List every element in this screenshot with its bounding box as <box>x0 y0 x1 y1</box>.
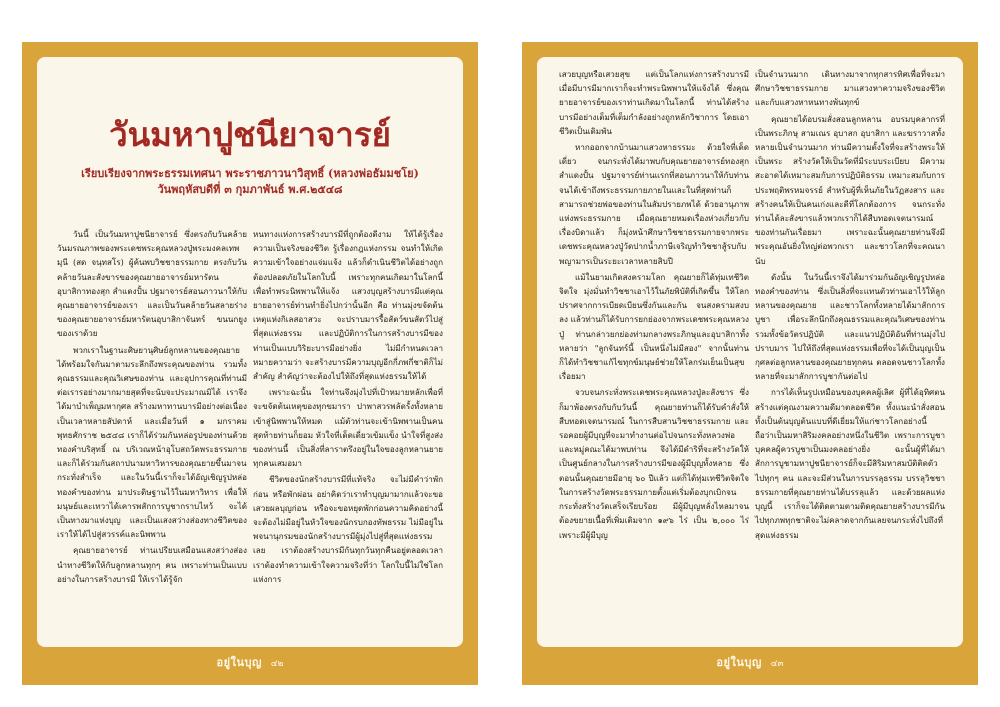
paragraph: จวบจนกระทั่งพระเดชพระคุณหลวงปู่ละสังขาร ซึ่งก็มาพ้องตรงกับกับวันนี้ คุณยายท่านก็ได้รับคำสั่งให้สืบทอดเจตนารมณ์ ในการสืบสานวิชชาธรรมกาย และรอคอยผู้มีบุญที่จะมาทำงานต่อไปจนกระทั่งหลวงพ่อและหมู่คณะได้มาพบท่าน จึงได้มีดำริที่จะสร้างวัดให้เป็นศูนย์กลางในการสร้างบารมีของผู้มีบุญทั้งหลาย ซึ่งตอนนั้นคุณยายมีอายุ ๖๐ ปีแล้ว แต่ก็ได้ทุ่มเทชีวิตจิตใจในการสร้างวัดพระธรรมกายตั้งแต่เริ่มต้องบุกเบิกจนกระทั่งสร้างวัดเสร็จเรียบร้อย มีผู้มีบุญหลั่งไหลมาจนต้องขยายเนื้อที่เพิ่มเติมจาก ๑๙๖ ไร่ เป็น ๒,๐๐๐ ไร่ เพราะมีผู้มีบุญ <box>559 387 749 540</box>
page-number: ๔๓ <box>770 659 784 669</box>
magazine-logo: อยู่ในบุญ <box>716 656 762 669</box>
left-page-column-1 <box>57 227 247 588</box>
paragraph: การได้เห็นรูปเหมือนของบุคคลผู้เลิศ ผู้ที่ได้อุทิศตนสร้างแต่คุณงามความดีมาตลอดชีวิต ทั้งแนะนำสั่งสอน ทั้งเป็นต้นบุญต้นแบบที่ดีเยี่ยมให้แก่ชาวโลกอย่างนี้ ถือว่าเป็นมหาสิริมงคลอย่างหนึ่งในชีวิต เพราะการบูชาบุคคลผู้ควรบูชาเป็นมงคลอย่างยิ่ง ฉะนั้นผู้ที่ได้มาสักการบูชามหาปูชนียาจารย์ก็จะมีสิริมหาสมบัติติดตัวไปทุกๆ คน และจะมีส่วนในการบรรลุธรรม บรรลุวิชชาธรรมกายที่คุณยายท่านได้บรรลุแล้ว และด้วยผลแห่งบุญนี้ เราก็จะได้ติดตามตามติดคุณยายสร้างบารมีกันไปทุกภพทุกชาติจะไม่คลาดจากกันเลยจนกระทั่งไปถึงที่สุดแห่งธรรม <box>755 387 945 540</box>
paragraph: คุณยายได้อบรมสั่งสอนลูกหลาน อบรมบุคลากรที่เป็นพระภิกษุ สามเณร อุบาสก อุบาสิกา และฆราวาสทั้งหลายเป็นจำนวนมาก ท่านมีความตั้งใจที่จะสร้างพระให้เป็นพระ สร้างวัดให้เป็นวัดที่มีระบบระเบียบ มีความสะอาดได้เหมาะสมกับการปฏิบัติธรรม เหมาะสมกับการประพฤติพรหมจรรย์ สำหรับผู้ที่เห็นภัยในวัฏสงสาร และสร้างคนให้เป็นคนเก่งและดีที่โลกต้องการ จนกระทั่งท่านได้ละสังขารแล้วพวกเราก็ได้สืบทอดเจตนารมณ์ของท่านกันเรื่อยมา เพราะฉะนั้นคุณยายท่านจึงมีพระคุณอันยิ่งใหญ่ต่อพวกเรา และชาวโลกที่จะคณนานับ <box>755 113 945 266</box>
article-source: เรียบเรียงจากพระธรรมเทศนา พระราชภาวนาวิสุทธิ์ (หลวงพ่อธัมมชโย) <box>81 167 419 180</box>
right-page <box>522 42 978 685</box>
left-page-footer <box>22 653 478 673</box>
paragraph: คุณยายอาจารย์ ท่านเปรียบเสมือนแสงสว่างส่องนำทางชีวิตให้กับลูกหลานทุกๆ คน เพราะท่านเป็นแบบอย่างในการสร้างบารมี ให้เราได้รู้จัก <box>57 545 247 584</box>
paragraph: แม้ในยามเกิดสงครามโลก คุณยายก็ได้ทุ่มเทชีวิตจิตใจ มุ่งมั่นทำวิชชาเอาไว้ในภัยพิบัติที่เกิดขึ้น ให้โลกปราศจากการเบียดเบียนซึ่งกันและกัน จนสงครามสงบลง แล้วท่านก็ได้รับการยกย่องจากพระเดชพระคุณหลวงปู่ ท่านกล่าวยกย่องท่ามกลางพระภิกษุและอุบาสิกาทั้งหลายว่า "ลูกจันทร์นี้ เป็นหนึ่งไม่มีสอง" จากนั้นท่านก็ได้ทำวิชชาแก้ไขทุกข์มนุษย์ช่วยให้โลกร่มเย็นเป็นสุขเรื่อยมา <box>559 271 749 382</box>
page-number: ๔๒ <box>270 659 284 669</box>
right-page-footer <box>522 653 978 673</box>
magazine-logo: อยู่ในบุญ <box>216 656 262 669</box>
right-page-sheet <box>537 57 963 647</box>
paragraph: วันนี้ เป็นวันมหาปูชนียาจารย์ ซึ่งตรงกับวันคล้ายวันมรณภาพของพระเดชพระคุณหลวงปู่พระมงคลเทพมุนี (สด จนฺทสโร) ผู้ค้นพบวิชชาธรรมกาย ตรงกับวันคล้ายวันละสังขารของคุณยายอาจารย์มหารัตนอุบาสิกาทองสุก สำแดงปั้น ปฐมาจารย์สอนภาวนาให้กับคุณยายอาจารย์ของเรา และเป็นวันคล้ายวันสลายร่างของคุณยายอาจารย์มหารัตนอุบาสิกาจันทร์ ขนนกยูง ของเราด้วย <box>57 229 247 339</box>
left-page-sheet <box>37 57 463 647</box>
right-page-column-1 <box>559 67 749 544</box>
article-date: วันพฤหัสบดีที่ ๓ กุมภาพันธ์ พ.ศ.๒๕๔๘ <box>157 183 343 196</box>
paragraph: หากออกจากบ้านมาแสวงหาธรรมะ ด้วยใจที่เด็ดเดี่ยว จนกระทั่งได้มาพบกับคุณยายอาจารย์ทองสุก สำแดงปั้น ปฐมาจารย์ท่านแรกที่สอนภาวนาให้กับท่าน จนได้เข้าถึงพระธรรมกายภายในและในที่สุดท่านก็สามารถช่วยพ่อของท่านในสัมปรายภพได้ ด้วยอานุภาพแห่งพระธรรมกาย เมื่อคุณยายหมดเรื่องห่วงเกี่ยวกับเรื่องบิดาแล้ว ก็มุ่งหน้าศึกษาวิชชาธรรมกายจากพระเดชพระคุณหลวงปู่วัดปากน้ำภาษีเจริญทำวิชชาสู้รบกับพญามารเป็นระยะเวลาหลายสิบปี <box>559 142 749 266</box>
right-page-column-2 <box>755 67 945 544</box>
paragraph: เสวยบุญหรือเสวยสุข แต่เป็นโลกแห่งการสร้างบารมี เมื่อมีบารมีมากเราก็จะทำพระนิพพานให้แจ้งได้ ซึ่งคุณยายอาจารย์ของเราท่านเกิดมาในโลกนี้ ท่านได้สร้างบารมีอย่างเต็มที่เต็มกำลังอย่างถูกหลักวิชาการ โดยเอาชีวิตเป็นเดิมพัน <box>559 69 749 136</box>
left-page-column-2 <box>253 227 443 588</box>
paragraph: เป็นจำนวนมาก เดินทางมาจากทุกสารทิศเพื่อที่จะมาศึกษาวิชชาธรรมกาย มาแสวงหาความจริงของชีวิต และกับแสวงหาหนทางพ้นทุกข์ <box>755 69 945 108</box>
paragraph: เพราะฉะนั้น ใจท่านจึงมุ่งไปที่เป้าหมายหลักเพื่อที่จะขจัดต้นเหตุของทุกขมารา ปาพาสวรพลัดรั้งทั้งหลายเข้าสู่นิพพานให้หมด แม้ตัวท่านจะเข้านิพพานเป็นคนสุดท้ายท่านก็ยอม หัวใจที่เด็ดเดี่ยวเข้มแข็ง นำใจที่สูงส่งของท่านนี้ เป็นสิ่งที่ลาราตรึงอยู่ในใจของลูกหลานยายทุกคนเสมอมา <box>253 387 443 469</box>
paragraph: ดังนั้น ในวันนี้เราจึงได้มาร่วมกันอัญเชิญรูปหล่อทองคำของท่าน ซึ่งเป็นสิ่งที่จะแทนตัวท่านเอาไว้ให้ลูกหลานของคุณยาย และชาวโลกทั้งหลายได้มาสักการบูชา เพื่อระลึกนึกถึงคุณธรรมและคุณวิเศษของท่าน รวมทั้งข้อวัตรปฏิบัติ และแนวปฏิบัติอันที่ท่านมุ่งไปปราบมาร ไปให้ถึงที่สุดแห่งธรรมเพื่อที่จะได้เป็นบุญเป็นกุศลต่อลูกหลานของคุณยายทุกคน ตลอดจนชาวโลกทั้งหลายที่จะมาสักการบูชากันต่อไป <box>755 271 945 382</box>
paragraph: ชีวิตของนักสร้างบารมีที่แท้จริง จะไม่มีคำว่าพักก่อน หรือพักผ่อน อย่าคิดว่าเราทำบุญมามากแล้วจะขอเสวยผลบุญก่อน หรือจะขอหยุดพักก่อนความคิดอย่างนี้จะต้องไม่มีอยู่ในหัวใจของนักรบกองทัพธรรม ไม่มีอยู่ในพจนานุกรมของนักสร้างบารมีผู้มุ่งไปสู่ที่สุดแห่งธรรมเลย เราต้องสร้างบารมีกันทุกวันทุกคืนอยู่ตลอดเวลา เราต้องทำความเข้าใจความจริงที่ว่า โลกใบนี้ไม่ใช่โลกแห่งการ <box>253 474 443 584</box>
paragraph: หนทางแห่งการสร้างบารมีที่ถูกต้องดีงาม ให้ได้รู้เรื่องความเป็นจริงของชีวิต รู้เรื่องกฎแห่งกรรม จนทำให้เกิดความเข้าใจอย่างแจ่มแจ้ง แล้วก็ดำเนินชีวิตได้อย่างถูกต้องปลอดภัยในโลกใบนี้ เพราะทุกคนเกิดมาในโลกนี้ เพื่อทำพระนิพพานให้แจ้ง แสวงบุญสร้างบารมีแต่คุณยายอาจารย์ท่านทำยิ่งไปกว่านั้นอีก คือ ท่านมุ่งขจัดต้นเหตุแห่งกิเลสอาสวะ จะปราบมารรื้อสัตว์ขนสัตว์ไปสู่ที่สุดแห่งธรรม และปฏิบัติการในการสร้างบารมีของท่านเป็นแบบวิริยะบารมีอย่างยิ่ง ไม่มีกำหนดเวลา หมายความว่า จะสร้างบารมีความบุญอีกกี่ภพกี่ชาติก็ไม่สำคัญ สำคัญว่าจะต้องไปให้ถึงที่สุดแห่งธรรมให้ได้ <box>253 229 443 382</box>
paragraph: พวกเราในฐานะศิษยานุศิษย์ลูกหลานของคุณยาย ได้พร้อมใจกันมาตามระลึกถึงพระคุณของท่าน รวมทั้งคุณธรรมและคุณวิเศษของท่าน และอุปการคุณที่ท่านมีต่อเรารอย่างมากมายสุดที่จะนับจะประมาณมิได้ เราจึงได้มาบำเพ็ญมหากุศล สร้างมหาทานบารมีอย่างต่อเนื่องเป็นเวลาหลายสัปดาห์ และเมื่อวันที่ ๑ มกราคม พุทธศักราช ๒๕๔๘ เราก็ได้ร่วมกันหล่อรูปของท่านด้วยทองคำบริสุทธิ์ ณ บริเวณหน้าอุโบสถวัดพระธรรมกาย และก็ได้ร่วมกันสถาปนามหาวิหารของคุณยายขึ้นมาจนกระทั่งสำเร็จ และในวันนี้เราก็จะได้อัญเชิญรูปหล่อทองคำของท่าน มาประดิษฐานไว้ในมหาวิหาร เพื่อให้มนุษย์และเทวาได้เคารพสักการบูชากราบไหว้ จะได้เป็นทางมาแห่งบุญ และเป็นแสงสว่างส่องทางชีวิตของเราให้ได้ไปสู่สวรรค์และนิพพาน <box>57 344 247 540</box>
article-title: วันมหาปูชนียาจารย์ <box>109 115 391 154</box>
left-page <box>22 42 478 685</box>
